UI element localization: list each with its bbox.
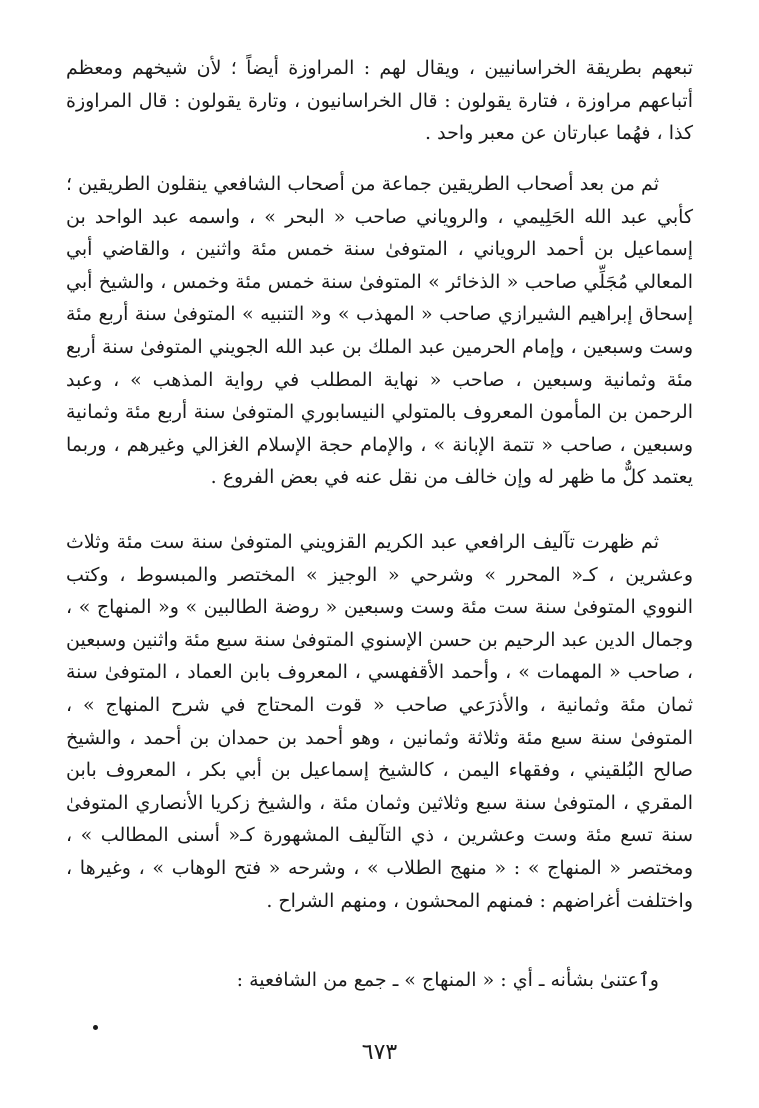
page-number: ٦٧٣ <box>361 1040 398 1065</box>
paragraph-continuation: تبعهم بطريقة الخراسانيين ، ويقال لهم : المراوزة أيضاً ؛ لأن شيخهم ومعظم أتباعهم مراوزة ، فتارة يقولون : قال الخراسانيون ، وتارة يقولون : قال المراوزة كذا ، فهُما عبارتان عن معبر واحد . <box>66 57 693 145</box>
paragraph-later-scholars: ثم من بعد أصحاب الطريقين جماعة من أصحاب الشافعي ينقلون الطريقين ؛ كأبي عبد الله الحَلِيمي ، والروياني صاحب « البحر » ، واسمه عبد الواحد بن إسماعيل بن أحمد الروياني ، المتوفىٰ سنة خمس مئة واثنين ، والقاضي أبي المعالي مُجَلِّي صاحب « الذخائر » المتوفىٰ سنة خمس مئة وخمس ، والشيخ أبي إسحاق إبراهيم الشيرازي صاحب « المهذب » و« التنبيه » المتوفىٰ سنة أربع مئة وست وسبعين ، وإمام الحرمين عبد الملك بن عبد الله الجويني المتوفىٰ سنة أربع مئة وثمانية وسبعين ، صاحب « نهاية المطلب في رواية المذهب » ، وعبد الرحمن بن المأمون المعروف بالمتولي النيسابوري المتوفىٰ سنة أربع مئة وثمانية وسبعين ، صاحب « تتمة الإبانة » ، والإمام حجة الإسلام الغزالي وغيرهم ، وربما يعتمد كلٌّ ما ظهر له وإن خالف من نقل عنه في بعض الفروع . <box>66 173 693 489</box>
paragraph-minhaj-attention: وٱعتنىٰ بشأنه ـ أي : « المنهاج » ـ جمع من الشافعية : <box>236 969 659 991</box>
margin-dot <box>93 1025 98 1030</box>
paragraph-rafii-nawawi: ثم ظهرت تآليف الرافعي عبد الكريم القزويني المتوفىٰ سنة ست مئة وثلاث وعشرين ، كـ« المحرر » وشرحي « الوجيز » المختصر والمبسوط ، وكتب النووي المتوفىٰ سنة ست مئة وست وسبعين « روضة الطالبين » و« المنهاج » ، وجمال الدين عبد الرحيم بن حسن الإسنوي المتوفىٰ سنة سبع مئة واثنين وسبعين ، صاحب « المهمات » ، وأحمد الأقفهسي ، المعروف بابن العماد ، المتوفىٰ سنة ثمان مئة وثمانية ، والأذرَعي صاحب « قوت المحتاج في شرح المنهاج » ، المتوفىٰ سنة سبع مئة وثلاثة وثمانين ، وهو أحمد بن حمدان بن أحمد ، والشيخ صالح البُلقيني ، وفقهاء اليمن ، كالشيخ إسماعيل بن أبي بكر ، المعروف بابن المقري ، المتوفىٰ سنة سبع وثلاثين وثمان مئة ، والشيخ زكريا الأنصاري المتوفىٰ سنة تسع مئة وست وعشرين ، ذي التآليف المشهورة كـ« أسنى المطالب » ، ومختصر « المنهاج » : « منهج الطلاب » ، وشرحه « فتح الوهاب » ، وغيرها ، واختلفت أغراضهم : فمنهم المحشون ، ومنهم الشراح . <box>66 531 693 912</box>
